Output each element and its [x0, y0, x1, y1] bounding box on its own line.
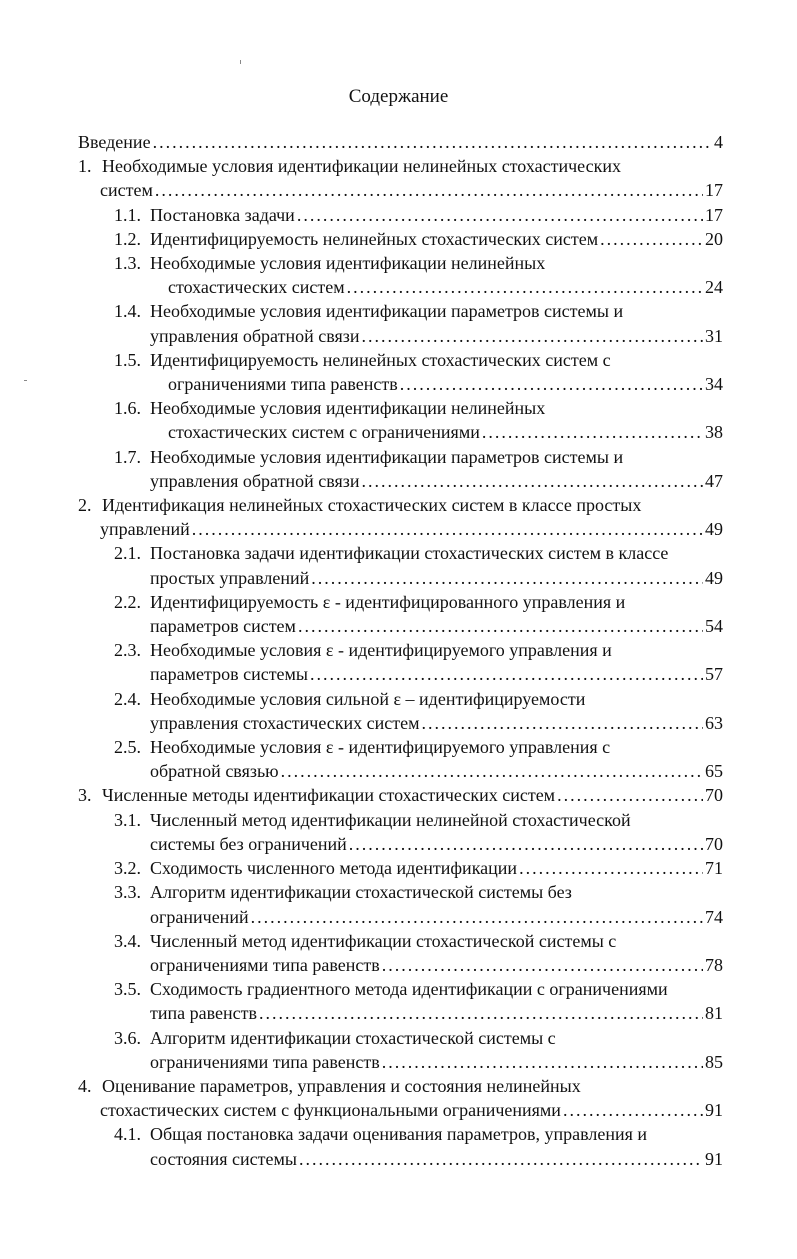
- page-number: 91: [705, 1100, 723, 1121]
- toc-number: 2.1.: [114, 543, 141, 564]
- dot-leader: [297, 203, 703, 227]
- dot-leader: [298, 614, 703, 638]
- toc-number: 1.1.: [114, 204, 141, 225]
- toc-title-line: Необходимые условия сильной ε – идентифицируемости: [150, 688, 586, 709]
- toc-entry-s1-7[interactable]: [78, 445, 723, 493]
- toc-title-line: Необходимые условия ε - идентифицируемого управления с: [150, 737, 611, 758]
- toc-number: 3.4.: [114, 930, 141, 951]
- toc-entry-s1-6[interactable]: [78, 396, 723, 444]
- toc-entry-s2-3[interactable]: [78, 638, 723, 686]
- toc-title-line: Идентификация нелинейных стохастических систем в классе простых: [102, 495, 642, 516]
- toc-title-line: параметров системы: [150, 664, 309, 685]
- toc-title-line: Постановка задачи: [150, 204, 295, 225]
- dot-leader: [192, 517, 703, 541]
- toc-number: 2.4.: [114, 688, 141, 709]
- dot-leader: [251, 905, 703, 929]
- toc-number: 1.4.: [114, 301, 141, 322]
- toc-entry-s3-2[interactable]: [78, 856, 723, 880]
- toc-title-line: Алгоритм идентификации стохастической системы без: [150, 882, 572, 903]
- page-number: 47: [705, 470, 723, 491]
- toc-entry-ch3[interactable]: [78, 783, 723, 807]
- toc-entry-ch4[interactable]: [78, 1074, 723, 1122]
- page-number: 4: [714, 132, 723, 152]
- page-title: Содержание: [348, 86, 449, 107]
- scan-mark: [24, 380, 27, 381]
- toc-title-line: Необходимые условия ε - идентифицируемого управления и: [150, 640, 612, 661]
- toc-title-line: стохастических систем с ограничениями: [168, 422, 480, 443]
- toc-title-line: состояния системы: [150, 1148, 297, 1169]
- page-number: 70: [705, 785, 723, 806]
- page-number: 71: [705, 858, 723, 879]
- toc-number: 3.1.: [114, 809, 141, 830]
- toc-number: 3.3.: [114, 882, 141, 903]
- toc-number: 2.2.: [114, 591, 141, 612]
- scan-mark: [240, 60, 241, 64]
- toc-title-line: Идентифицируемость нелинейных стохастических систем с: [150, 349, 611, 370]
- toc-title-line: Сходимость градиентного метода идентификации с ограничениями: [150, 979, 668, 1000]
- toc-title-line: Идентифицируемость ε - идентифицированного управления и: [150, 591, 626, 612]
- toc-number: 1.2.: [114, 228, 141, 249]
- toc-title-line: управления обратной связи: [150, 470, 360, 491]
- page-number: 17: [705, 180, 723, 201]
- toc-entry-ch2[interactable]: [78, 493, 723, 541]
- toc-entry-s3-3[interactable]: [78, 880, 723, 928]
- toc-title-line: Постановка задачи идентификации стохастических систем в классе: [150, 543, 669, 564]
- toc-number: 1.6.: [114, 398, 141, 419]
- toc-title-line: ограничений: [150, 906, 249, 927]
- dot-leader: [155, 178, 703, 202]
- toc-title-line: Численный метод идентификации нелинейной стохастической: [150, 809, 631, 830]
- dot-leader: [347, 275, 703, 299]
- page-number: 31: [705, 325, 723, 346]
- dot-leader: [600, 227, 703, 251]
- page-number: 34: [705, 374, 723, 395]
- page-number: 65: [705, 761, 723, 782]
- toc-entry-s1-1[interactable]: [78, 203, 723, 227]
- toc-title-line: Численные методы идентификации стохастических систем: [102, 785, 556, 806]
- dot-leader: [382, 953, 703, 977]
- page-number: 17: [705, 204, 723, 225]
- toc-title-line: Сходимость численного метода идентификации: [150, 858, 518, 879]
- toc-title-line: систем: [100, 180, 153, 201]
- dot-leader: [557, 783, 703, 807]
- toc-title-line: управлений: [100, 519, 190, 540]
- toc-number: 1.5.: [114, 349, 141, 370]
- toc-title-line: Необходимые условия идентификации параметров системы и: [150, 446, 624, 467]
- page-number: 49: [705, 519, 723, 540]
- dot-leader: [281, 759, 703, 783]
- toc-title-line: простых управлений: [150, 567, 310, 588]
- dot-leader: [153, 130, 712, 154]
- dot-leader: [299, 1147, 703, 1171]
- toc-title-line: ограничениями типа равенств: [150, 954, 380, 975]
- page-number: 78: [705, 954, 723, 975]
- page-number: 74: [705, 906, 723, 927]
- toc-entry-s2-2[interactable]: [78, 590, 723, 638]
- page-number: 85: [705, 1051, 723, 1072]
- toc-number: 2.5.: [114, 737, 141, 758]
- page-number: 54: [705, 616, 723, 637]
- toc-title-line: Алгоритм идентификации стохастической системы с: [150, 1027, 556, 1048]
- toc-entry-s2-5[interactable]: [78, 735, 723, 783]
- table-of-contents: [78, 130, 723, 1171]
- toc-number: 2.3.: [114, 640, 141, 661]
- toc-title-line: типа равенств: [150, 1003, 257, 1024]
- toc-entry-s1-4[interactable]: [78, 299, 723, 347]
- toc-entry-s1-3[interactable]: [78, 251, 723, 299]
- toc-title-line: Необходимые условия идентификации нелинейных стохастических: [102, 156, 621, 177]
- toc-title-line: Необходимые условия идентификации параметров системы и: [150, 301, 624, 322]
- dot-leader: [400, 372, 703, 396]
- toc-number: 3.: [78, 785, 92, 806]
- toc-title-line: обратной связью: [150, 761, 279, 782]
- toc-number: 1.3.: [114, 253, 141, 274]
- dot-leader: [311, 566, 703, 590]
- toc-title-line: Оценивание параметров, управления и состояния нелинейных: [102, 1075, 581, 1096]
- dot-leader: [310, 662, 703, 686]
- dot-leader: [482, 420, 703, 444]
- dot-leader: [259, 1001, 703, 1025]
- toc-number: 3.6.: [114, 1027, 141, 1048]
- toc-title-line: Введение: [78, 132, 151, 152]
- page-number: 81: [705, 1003, 723, 1024]
- toc-title-line: системы без ограничений: [150, 833, 347, 854]
- toc-entry-s1-5[interactable]: [78, 348, 723, 396]
- toc-entry-s1-2[interactable]: [78, 227, 723, 251]
- toc-entry-s4-1[interactable]: [78, 1122, 723, 1170]
- toc-number: 4.: [78, 1075, 92, 1096]
- page-number: 70: [705, 833, 723, 854]
- toc-title-line: ограничениями типа равенств: [150, 1051, 380, 1072]
- page-number: 63: [705, 712, 723, 733]
- dot-leader: [422, 711, 703, 735]
- toc-title-line: ограничениями типа равенств: [168, 374, 398, 395]
- toc-entry-s2-4[interactable]: [78, 687, 723, 735]
- toc-title-line: Необходимые условия идентификации нелинейных: [150, 398, 546, 419]
- dot-leader: [349, 832, 703, 856]
- toc-number: 1.7.: [114, 446, 141, 467]
- page-number: 91: [705, 1148, 723, 1169]
- toc-entry-ch1[interactable]: [78, 154, 723, 202]
- toc-title-line: управления обратной связи: [150, 325, 360, 346]
- toc-title-line: параметров систем: [150, 616, 296, 637]
- toc-number: 3.2.: [114, 858, 141, 879]
- toc-title-line: Необходимые условия идентификации нелинейных: [150, 253, 546, 274]
- toc-title-line: стохастических систем с функциональными ограничениями: [100, 1100, 561, 1121]
- toc-title-line: управления стохастических систем: [150, 712, 420, 733]
- toc-title-line: Идентифицируемость нелинейных стохастических систем: [150, 228, 599, 249]
- toc-title-line: стохастических систем: [168, 277, 345, 298]
- page-number: 38: [705, 422, 723, 443]
- page-number: 57: [705, 664, 723, 685]
- toc-title-line: Общая постановка задачи оценивания параметров, управления и: [150, 1124, 648, 1145]
- toc-entry-s3-4[interactable]: [78, 929, 723, 977]
- toc-number: 4.1.: [114, 1124, 141, 1145]
- dot-leader: [362, 324, 704, 348]
- dot-leader: [519, 856, 703, 880]
- toc-number: 1.: [78, 156, 92, 177]
- page-number: 49: [705, 567, 723, 588]
- toc-number: 2.: [78, 495, 92, 516]
- dot-leader: [382, 1050, 703, 1074]
- toc-number: 3.5.: [114, 979, 141, 1000]
- dot-leader: [362, 469, 704, 493]
- toc-title-line: Численный метод идентификации стохастической системы с: [150, 930, 617, 951]
- toc-entry-s3-6[interactable]: [78, 1026, 723, 1074]
- toc-entry-intro[interactable]: [78, 130, 723, 154]
- toc-entry-s3-1[interactable]: [78, 808, 723, 856]
- toc-entry-s2-1[interactable]: [78, 541, 723, 589]
- page-number: 20: [705, 228, 723, 249]
- page-number: 24: [705, 277, 723, 298]
- dot-leader: [563, 1098, 703, 1122]
- toc-entry-s3-5[interactable]: [78, 977, 723, 1025]
